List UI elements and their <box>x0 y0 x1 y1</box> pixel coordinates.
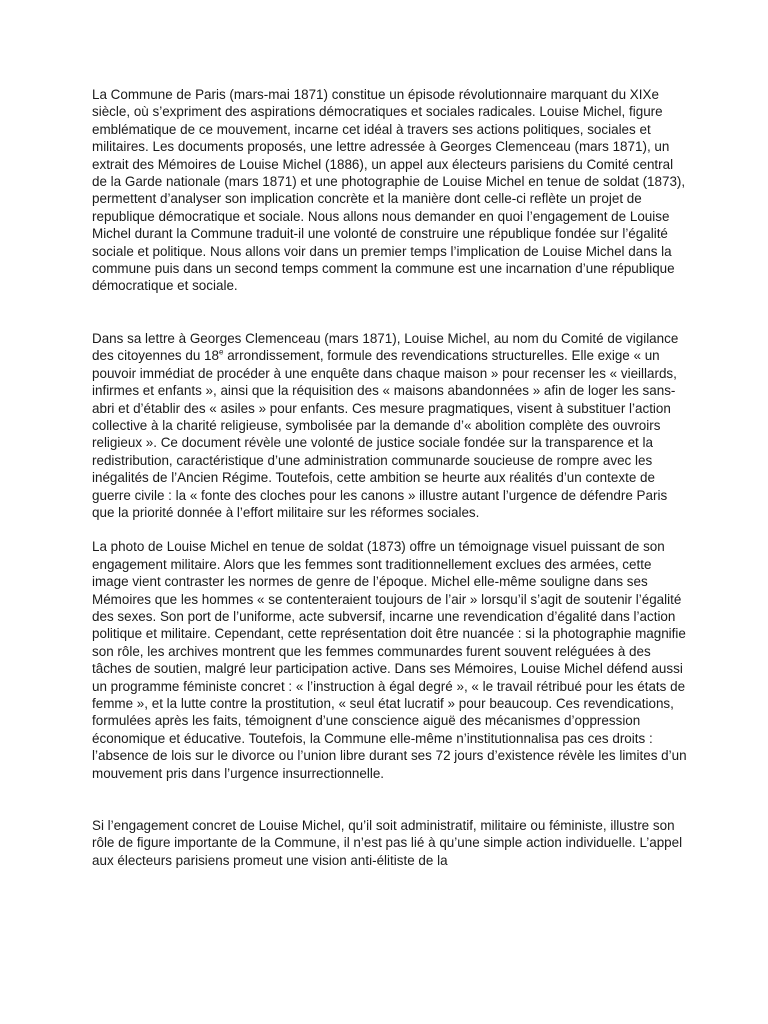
ordinal-superscript: e <box>219 347 224 357</box>
paragraph-electoral-appeal: Si l’engagement concret de Louise Michel, qu’il soit administratif, militaire ou féministe, illustre son rôle de figure importante de la Commune, il n’est pas lié à qu’une simple action individuelle. L’appel aux électeurs parisiens promeut une vision anti-élitiste de la <box>92 818 683 868</box>
document-page <box>92 86 690 869</box>
paragraph-soldier-photo: La photo de Louise Michel en tenue de soldat (1873) offre un témoignage visuel puissant de son engagement militaire. Alors que les femmes sont traditionnellement exclues des armées, cette image vient contraster les normes de genre de l’époque. Michel elle-même souligne dans ses Mémoires que les hommes « se contenteraient toujours de l’air » lorsqu’il s’agit de soutenir l’égalité des sexes. Son port de l’uniforme, acte subversif, incarne une revendication d’égalité dans l’action politique et militaire. Cependant, cette représentation doit être nuancée : si la photographie magnifie son rôle, les archives montrent que les femmes communardes furent souvent reléguées à des tâches de soutien, malgré leur participation active. Dans ses Mémoires, Louise Michel défend aussi un programme féministe concret : « l’instruction à égal degré », « le travail rétribué pour les états de femme », et la lutte contre la prostitution, « seul état lucratif » pour beaucoup. Ces revendications, formulées après les faits, témoignent d’une conscience aiguë des mécanismes d’oppression économique et éducative. Toutefois, la Commune elle-même n’institutionnalisa pas ces droits : l’absence de lois sur le divorce ou l’union libre durant ses 72 jours d’existence révèle les limites d’un mouvement pris dans l’urgence insurrectionnelle. <box>92 539 687 781</box>
paragraph-text-part: arrondissement, formule des revendications structurelles. Elle exige « un pouvoir immédiat de procéder à une enquête dans chaque maison » pour recenser les « vieillards, infirmes et enfants », ainsi que la réquisition des « maisons abandonnées » afin de loger les sans-abri et d’établir des « asiles » pour enfants. Ces mesure pragmatiques, visent à substituer l’action collective à la charité religieuse, symbolisée par la demande d’« abolition complète des ouvroirs religieux ». Ce document révèle une volonté de justice sociale fondée sur la transparence et la redistribution, caractéristique d’une administration communarde soucieuse de rompre avec les inégalités de l’Ancien Régime. Toutefois, cette ambition se heurte aux réalités d’un contexte de guerre civile : la « fonte des cloches pour les canons » illustre autant l’urgence de défendre Paris que la priorité donnée à l’effort militaire sur les réformes sociales. <box>92 348 677 520</box>
paragraph-text-part: Dans sa lettre à Georges Clemenceau (mars 1871), Louise Michel, au nom du Comité de vigilance des citoyennes du 18 <box>92 330 679 364</box>
paragraph-introduction: La Commune de Paris (mars-mai 1871) constitue un épisode révolutionnaire marquant du XIXe siècle, où s’expriment des aspirations démocratiques et sociales radicales. Louise Michel, figure emblématique de ce mouvement, incarne cet idéal à travers ses actions politiques, sociales et militaires. Les documents proposés, une lettre adressée à Georges Clemenceau (mars 1871), un extrait des Mémoires de Louise Michel (1886), un appel aux électeurs parisiens du Comité central de la Garde nationale (mars 1871) et une photographie de Louise Michel en tenue de soldat (1873), permettent d’analyser son implication concrète et la manière dont celle-ci reflète un projet de republique démocratique et sociale. Nous allons nous demander en quoi l’engagement de Louise Michel durant la Commune traduit-il une volonté de construire une république fondée sur l’égalité sociale et politique. Nous allons voir dans un premier temps l’implication de Louise Michel dans la commune puis dans un second temps comment la commune est une incarnation d’une république démocratique et sociale. <box>92 87 686 294</box>
paragraph-clemenceau-letter <box>92 330 690 521</box>
